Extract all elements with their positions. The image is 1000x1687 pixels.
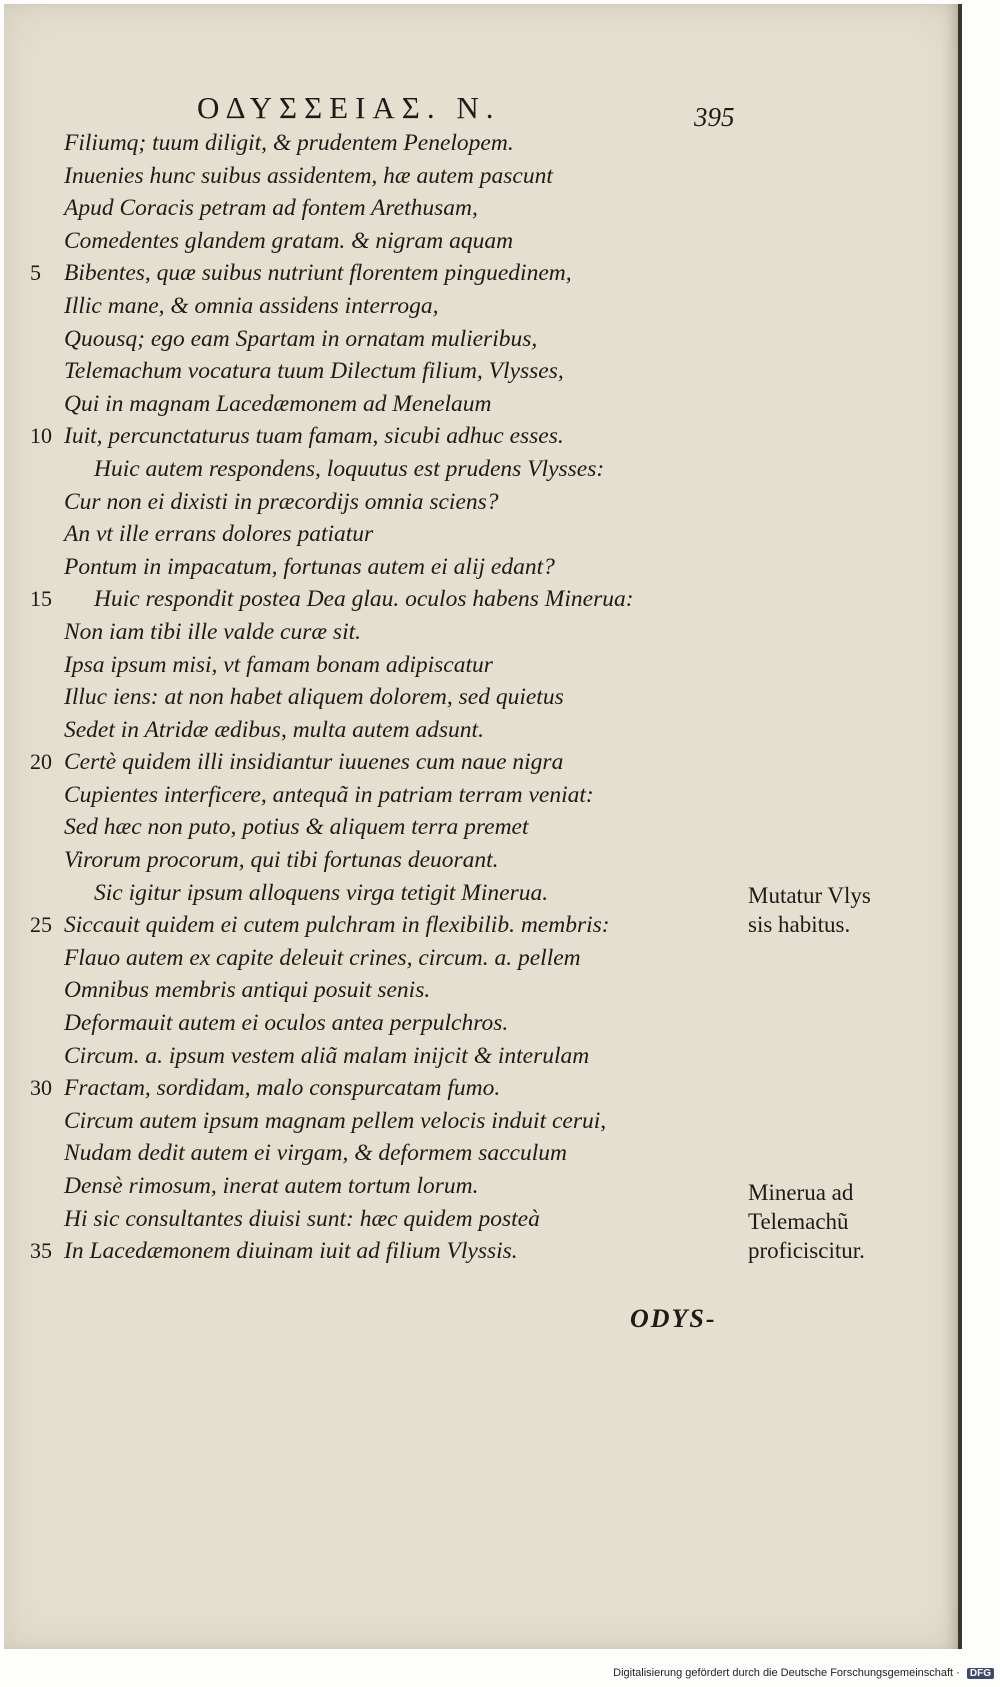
verse-text: Densè rimosum, inerat autem tortum lorum.: [64, 1173, 479, 1199]
verse-text: An vt ille errans dolores patiatur: [64, 521, 374, 548]
verse-line: [64, 714, 634, 747]
verse-line: [30, 909, 634, 942]
note-line: Telemachũ: [748, 1209, 849, 1234]
verse-line: [30, 1235, 634, 1268]
verse-text: Circum. a. ipsum vestem aliã malam inijcit & interulam: [64, 1042, 590, 1069]
note-line: sis habitus.: [748, 912, 851, 937]
verse-text: Hi sic consultantes diuisi sunt: hæc quidem posteà: [64, 1205, 540, 1232]
line-number: 25: [30, 912, 52, 938]
verse-text: Apud Coracis petram ad fontem Arethusam,: [64, 195, 478, 222]
verse-text: Comedentes glandem gratam. & nigram aquam: [64, 227, 514, 254]
catchword: ODYS-: [630, 1304, 717, 1333]
verse-line: [30, 583, 634, 616]
line-number: 5: [30, 260, 41, 286]
verse-text: Sedet in Atridæ ædibus, multa autem adsunt.: [64, 716, 484, 743]
verse-line: [64, 453, 634, 486]
verse-text: Omnibus membris antiqui posuit senis.: [64, 977, 431, 1004]
verse-line: [30, 420, 634, 453]
footer-text: Digitalisierung gefördert durch die Deutsche Forschungsgemeinschaft ·: [613, 1667, 960, 1679]
verse-line: [64, 844, 634, 877]
verse-line: [64, 290, 634, 323]
verse-line: [30, 257, 634, 290]
verse-text: Ipsa ipsum misi, vt famam bonam adipiscatur: [64, 651, 493, 678]
verse-text: Nudam dedit autem ei virgam, & deformem sacculum: [64, 1140, 567, 1167]
verse-text: Sic igitur ipsum alloquens virga tetigit Minerua.: [94, 879, 549, 906]
verse-text: Iuit, percunctaturus tuam famam, sicubi adhuc esses.: [64, 423, 564, 450]
verse-line: [64, 1040, 634, 1073]
line-number: 10: [30, 423, 52, 449]
verse-line: [64, 1007, 634, 1040]
verse-line: [64, 974, 634, 1007]
verse-text: Quousq; ego eam Spartam in ornatam mulieribus,: [64, 325, 538, 352]
verse-line: [64, 355, 634, 388]
verse-text: Bibentes, quæ suibus nutriunt florentem pinguedinem,: [64, 260, 572, 287]
verse-text: Virorum procorum, qui tibi fortunas deuorant.: [64, 847, 499, 874]
verse-line: [64, 779, 634, 812]
verse-text: Illic mane, & omnia assidens interroga,: [64, 292, 439, 319]
verse-line: [64, 518, 634, 551]
digitization-footer: [613, 1667, 994, 1679]
verse-block: [30, 127, 634, 1268]
verse-text: Cupientes interficere, antequã in patriam terram veniat:: [64, 781, 594, 808]
line-number: 30: [30, 1075, 52, 1101]
marginal-note: [748, 1178, 865, 1265]
verse-line: [64, 160, 634, 193]
dfg-logo: DFG: [967, 1668, 994, 1679]
verse-text: Telemachum vocatura tuum Dilectum filium, Vlysses,: [64, 358, 564, 385]
verse-line: [64, 127, 634, 160]
running-head: ΟΔΥΣΣΕΙΑΣ. Ν.: [197, 90, 501, 125]
note-line: proficiscitur.: [748, 1238, 865, 1263]
verse-text: Siccauit quidem ei cutem pulchram in flexibilib. membris:: [64, 912, 610, 939]
line-number: 20: [30, 749, 52, 775]
verse-line: [64, 1170, 634, 1203]
verse-text: Certè quidem illi insidiantur iuuenes cum naue nigra: [64, 749, 564, 776]
verse-line: [64, 225, 634, 258]
verse-line: [64, 877, 634, 910]
verse-line: [64, 616, 634, 649]
verse-text: Inuenies hunc suibus assidentem, hæ autem pascunt: [64, 162, 553, 189]
verse-line: [64, 486, 634, 519]
verse-line: [64, 192, 634, 225]
verse-text: Sed hæc non puto, potius & aliquem terra premet: [64, 814, 529, 841]
verse-text: Deformauit autem ei oculos antea perpulchros.: [64, 1010, 509, 1037]
note-line: Minerua ad: [748, 1180, 854, 1205]
verse-text: Fractam, sordidam, malo conspurcatam fumo.: [64, 1075, 501, 1102]
verse-line: [64, 649, 634, 682]
verse-text: Non iam tibi ille valde curæ sit.: [64, 618, 361, 645]
verse-text: Flauo autem ex capite deleuit crines, circum. a. pellem: [64, 944, 581, 971]
verse-line: [64, 551, 634, 584]
marginal-note: [748, 881, 871, 939]
verse-line: [64, 388, 634, 421]
line-number: 15: [30, 586, 52, 612]
verse-line: [64, 323, 634, 356]
book-page: [4, 4, 962, 1649]
verse-text: In Lacedæmonem diuinam iuit ad filium Vlyssis.: [64, 1238, 518, 1265]
verse-text: Cur non ei dixisti in præcordijs omnia sciens?: [64, 488, 499, 515]
verse-line: [64, 1203, 634, 1236]
verse-text: Illuc iens: at non habet aliquem dolorem, sed quietus: [64, 684, 564, 711]
verse-text: Circum autem ipsum magnam pellem velocis induit cerui,: [64, 1107, 607, 1134]
verse-line: [64, 1137, 634, 1170]
verse-line: [64, 1105, 634, 1138]
verse-text: Pontum in impacatum, fortunas autem ei alij edant?: [64, 553, 555, 580]
verse-text: Qui in magnam Lacedæmonem ad Menelaum: [64, 390, 492, 417]
note-line: Mutatur Vlys: [748, 883, 871, 908]
verse-text: Filiumq; tuum diligit, & prudentem Penelopem.: [64, 130, 514, 156]
verse-line: [30, 746, 634, 779]
verse-text: Huic autem respondens, loquutus est prudens Vlysses:: [94, 455, 605, 482]
verse-text: Huic respondit postea Dea glau. oculos habens Minerua:: [94, 586, 634, 613]
verse-line: [64, 811, 634, 844]
page-number: 395: [694, 102, 735, 132]
line-number: 35: [30, 1238, 52, 1264]
verse-line: [64, 942, 634, 975]
verse-line: [64, 681, 634, 714]
verse-line: [30, 1072, 634, 1105]
